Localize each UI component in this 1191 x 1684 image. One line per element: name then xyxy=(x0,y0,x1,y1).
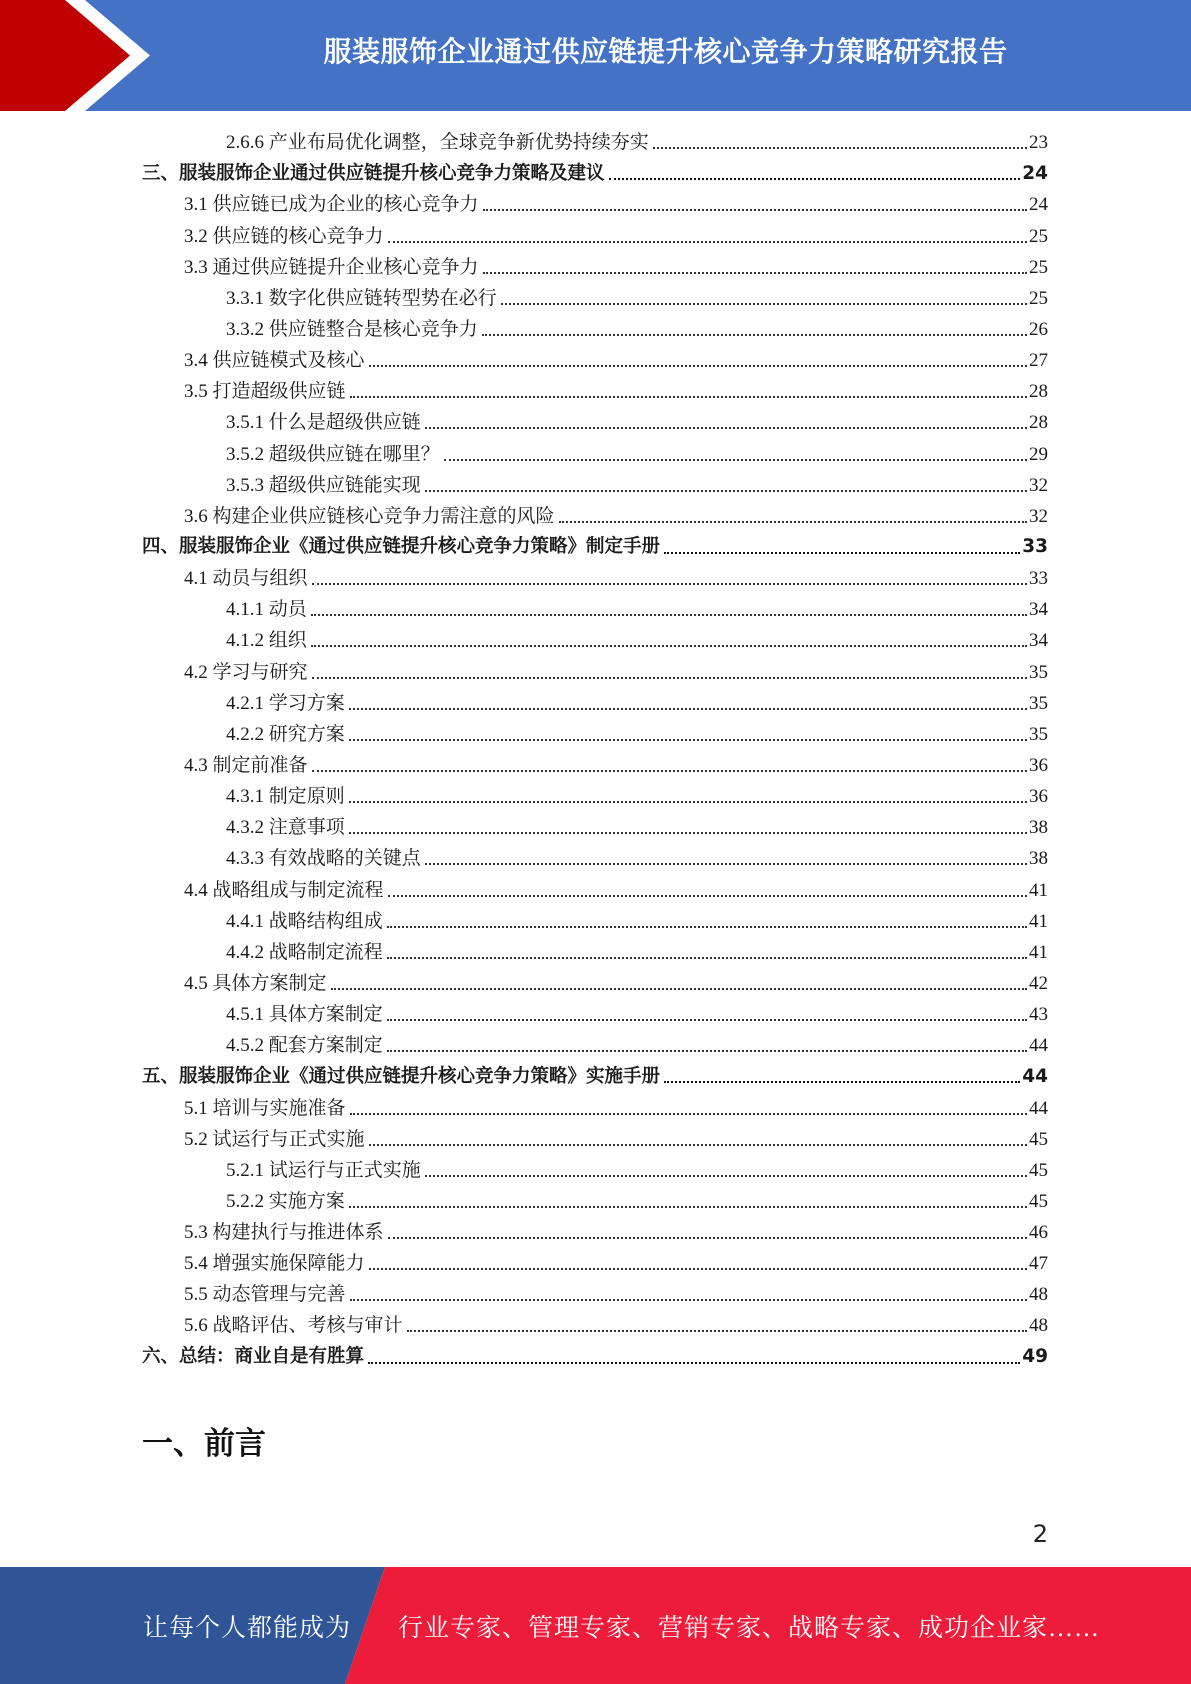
toc-entry-title: 4.4.1 战略结构组成 xyxy=(226,910,383,932)
toc-entry-level-3[interactable] xyxy=(0,688,1048,719)
page-number: 2 xyxy=(1032,1520,1048,1548)
toc-entry-title: 4.2 学习与研究 xyxy=(184,661,308,683)
toc-leader-dots xyxy=(664,552,1020,554)
toc-entry-page: 45 xyxy=(1029,1190,1048,1212)
footer-slogan-right: 行业专家、管理专家、营销专家、战略专家、成功企业家…… xyxy=(398,1614,1101,1642)
toc-entry-title: 4.3.1 制定原则 xyxy=(226,786,345,808)
toc-entry-page: 35 xyxy=(1029,692,1048,714)
toc-entry-page: 41 xyxy=(1029,910,1048,932)
toc-leader-dots xyxy=(664,1081,1020,1083)
toc-leader-dots xyxy=(369,1268,1027,1270)
toc-entry-title: 六、总结：商业自是有胜算 xyxy=(142,1346,365,1368)
toc-entry-level-3[interactable] xyxy=(0,127,1048,158)
toc-entry-title: 5.4 增强实施保障能力 xyxy=(184,1253,365,1275)
toc-entry-page: 28 xyxy=(1029,412,1048,434)
toc-entry-level-3[interactable] xyxy=(0,999,1048,1030)
toc-leader-dots xyxy=(331,988,1027,990)
toc-entry-level-2[interactable] xyxy=(0,1279,1048,1310)
toc-leader-dots xyxy=(387,1019,1027,1021)
toc-entry-level-3[interactable] xyxy=(0,314,1048,345)
toc-leader-dots xyxy=(482,334,1027,336)
toc-entry-level-2[interactable] xyxy=(0,501,1048,532)
toc-entry-title: 4.2.1 学习方案 xyxy=(226,692,345,714)
toc-entry-title: 3.3.2 供应链整合是核心竞争力 xyxy=(226,318,478,340)
toc-entry-title: 5.2 试运行与正式实施 xyxy=(184,1128,365,1150)
toc-entry-page: 33 xyxy=(1029,568,1048,590)
toc-entry-page: 27 xyxy=(1029,350,1048,372)
toc-entry-level-2[interactable] xyxy=(0,252,1048,283)
toc-entry-page: 38 xyxy=(1029,848,1048,870)
toc-entry-page: 44 xyxy=(1022,1065,1048,1087)
toc-entry-page: 48 xyxy=(1029,1315,1048,1337)
report-title: 服装服饰企业通过供应链提升核心竞争力策略研究报告 xyxy=(323,35,1008,68)
toc-entry-title: 五、服装服饰企业《通过供应链提升核心竞争力策略》实施手册 xyxy=(142,1065,661,1087)
toc-entry-level-3[interactable] xyxy=(0,812,1048,843)
toc-leader-dots xyxy=(349,708,1027,710)
toc-leader-dots xyxy=(425,427,1027,429)
toc-entry-title: 3.5.3 超级供应链能实现 xyxy=(226,474,421,496)
toc-entry-page: 32 xyxy=(1029,474,1048,496)
toc-entry-page: 36 xyxy=(1029,754,1048,776)
toc-entry-page: 45 xyxy=(1029,1128,1048,1150)
toc-entry-level-3[interactable] xyxy=(0,937,1048,968)
toc-entry-level-3[interactable] xyxy=(0,283,1048,314)
toc-leader-dots xyxy=(350,396,1027,398)
toc-entry-level-3[interactable] xyxy=(0,843,1048,874)
toc-leader-dots xyxy=(388,241,1027,243)
footer-slogan-left: 让每个人都能成为 xyxy=(143,1614,352,1642)
toc-leader-dots xyxy=(387,1050,1027,1052)
toc-entry-level-2[interactable] xyxy=(0,220,1048,251)
toc-entry-title: 3.5 打造超级供应链 xyxy=(184,381,346,403)
toc-entry-page: 48 xyxy=(1029,1284,1048,1306)
toc-entry-level-2[interactable] xyxy=(0,656,1048,687)
toc-entry-title: 4.5.2 配套方案制定 xyxy=(226,1035,383,1057)
toc-entry-level-2[interactable] xyxy=(0,1310,1048,1341)
toc-entry-page: 34 xyxy=(1029,630,1048,652)
toc-entry-level-3[interactable] xyxy=(0,719,1048,750)
toc-leader-dots xyxy=(559,521,1027,523)
toc-leader-dots xyxy=(349,801,1027,803)
toc-entry-level-3[interactable] xyxy=(0,906,1048,937)
toc-leader-dots xyxy=(311,614,1027,616)
toc-entry-page: 25 xyxy=(1029,256,1048,278)
toc-entry-level-2[interactable] xyxy=(0,968,1048,999)
toc-entry-title: 4.1.1 动员 xyxy=(226,599,307,621)
toc-entry-title: 4.4 战略组成与制定流程 xyxy=(184,879,384,901)
toc-entry-title: 3.5.1 什么是超级供应链 xyxy=(226,412,421,434)
toc-entry-level-2[interactable] xyxy=(0,1092,1048,1123)
toc-leader-dots xyxy=(501,303,1027,305)
toc-entry-title: 5.6 战略评估、考核与审计 xyxy=(184,1315,403,1337)
toc-entry-page: 24 xyxy=(1029,194,1048,216)
toc-leader-dots xyxy=(368,1362,1020,1364)
toc-entry-level-3[interactable] xyxy=(0,594,1048,625)
toc-entry-level-3[interactable] xyxy=(0,625,1048,656)
toc-entry-level-3[interactable] xyxy=(0,1155,1048,1186)
toc-entry-level-3[interactable] xyxy=(0,1030,1048,1061)
toc-entry-title: 5.1 培训与实施准备 xyxy=(184,1097,346,1119)
page-footer xyxy=(0,1567,1191,1684)
toc-leader-dots xyxy=(483,272,1027,274)
toc-entry-page: 41 xyxy=(1029,941,1048,963)
toc-leader-dots xyxy=(388,895,1027,897)
toc-entry-page: 34 xyxy=(1029,599,1048,621)
toc-entry-page: 49 xyxy=(1022,1346,1048,1368)
toc-leader-dots xyxy=(387,957,1027,959)
toc-entry-page: 46 xyxy=(1029,1222,1048,1244)
toc-entry-level-3[interactable] xyxy=(0,438,1048,469)
toc-entry-title: 3.1 供应链已成为企业的核心竞争力 xyxy=(184,194,479,216)
toc-leader-dots xyxy=(312,583,1027,585)
toc-leader-dots xyxy=(311,645,1027,647)
toc-leader-dots xyxy=(312,677,1027,679)
toc-leader-dots xyxy=(407,1330,1027,1332)
toc-entry-title: 2.6.6 产业布局优化调整，全球竞争新优势持续夯实 xyxy=(226,132,649,154)
toc-entry-title: 5.2.2 实施方案 xyxy=(226,1190,345,1212)
toc-entry-title: 5.5 动态管理与完善 xyxy=(184,1284,346,1306)
section-heading: 一、前言 xyxy=(142,1426,266,1462)
toc-entry-title: 4.1.2 组织 xyxy=(226,630,307,652)
toc-entry-title: 3.4 供应链模式及核心 xyxy=(184,350,365,372)
toc-leader-dots xyxy=(312,770,1027,772)
toc-entry-page: 45 xyxy=(1029,1159,1048,1181)
toc-entry-title: 3.3.1 数字化供应链转型势在必行 xyxy=(226,287,497,309)
header-arrow-decoration xyxy=(0,0,160,111)
toc-entry-level-2[interactable] xyxy=(0,563,1048,594)
toc-entry-title: 3.5.2 超级供应链在哪里？ xyxy=(226,443,440,465)
toc-entry-level-2[interactable] xyxy=(0,1248,1048,1279)
toc-entry-level-3[interactable] xyxy=(0,470,1048,501)
toc-entry-page: 35 xyxy=(1029,723,1048,745)
toc-entry-level-1[interactable] xyxy=(0,1341,1048,1372)
toc-leader-dots xyxy=(653,147,1027,149)
toc-leader-dots xyxy=(350,1113,1027,1115)
toc-leader-dots xyxy=(369,365,1027,367)
toc-leader-dots xyxy=(369,1144,1027,1146)
toc-entry-level-2[interactable] xyxy=(0,874,1048,905)
toc-entry-page: 33 xyxy=(1022,536,1048,558)
toc-entry-level-2[interactable] xyxy=(0,345,1048,376)
toc-entry-level-3[interactable] xyxy=(0,407,1048,438)
toc-entry-page: 43 xyxy=(1029,1004,1048,1026)
toc-entry-page: 42 xyxy=(1029,972,1048,994)
toc-entry-level-1[interactable] xyxy=(0,1061,1048,1092)
toc-entry-page: 25 xyxy=(1029,225,1048,247)
toc-entry-title: 4.3.2 注意事项 xyxy=(226,817,345,839)
toc-entry-title: 5.3 构建执行与推进体系 xyxy=(184,1222,384,1244)
toc-entry-title: 4.5 具体方案制定 xyxy=(184,972,327,994)
toc-entry-page: 35 xyxy=(1029,661,1048,683)
toc-leader-dots xyxy=(387,926,1027,928)
toc-entry-page: 26 xyxy=(1029,318,1048,340)
toc-entry-title: 3.3 通过供应链提升企业核心竞争力 xyxy=(184,256,479,278)
toc-leader-dots xyxy=(349,1206,1027,1208)
toc-entry-page: 28 xyxy=(1029,381,1048,403)
toc-entry-level-3[interactable] xyxy=(0,781,1048,812)
header-red-block xyxy=(0,0,150,111)
toc-entry-level-1[interactable] xyxy=(0,158,1048,189)
toc-entry-title: 4.5.1 具体方案制定 xyxy=(226,1004,383,1026)
toc-entry-page: 29 xyxy=(1029,443,1048,465)
toc-entry-level-2[interactable] xyxy=(0,189,1048,220)
toc-entry-level-2[interactable] xyxy=(0,1217,1048,1248)
toc-entry-title: 4.4.2 战略制定流程 xyxy=(226,941,383,963)
toc-leader-dots xyxy=(388,1237,1027,1239)
table-of-contents xyxy=(0,127,1191,1373)
toc-entry-page: 47 xyxy=(1029,1253,1048,1275)
toc-leader-dots xyxy=(609,178,1021,180)
toc-entry-page: 36 xyxy=(1029,786,1048,808)
toc-entry-title: 3.6 构建企业供应链核心竞争力需注意的风险 xyxy=(184,505,555,527)
toc-entry-title: 4.1 动员与组织 xyxy=(184,568,308,590)
toc-entry-level-1[interactable] xyxy=(0,532,1048,563)
toc-entry-page: 44 xyxy=(1029,1035,1048,1057)
toc-leader-dots xyxy=(425,490,1027,492)
toc-entry-level-3[interactable] xyxy=(0,1186,1048,1217)
toc-entry-level-2[interactable] xyxy=(0,1124,1048,1155)
toc-entry-title: 4.3 制定前准备 xyxy=(184,754,308,776)
toc-entry-title: 三、服装服饰企业通过供应链提升核心竞争力策略及建议 xyxy=(142,162,605,184)
toc-leader-dots xyxy=(483,209,1027,211)
toc-entry-title: 3.2 供应链的核心竞争力 xyxy=(184,225,384,247)
page-header xyxy=(0,0,1191,111)
toc-entry-title: 四、服装服饰企业《通过供应链提升核心竞争力策略》制定手册 xyxy=(142,536,661,558)
toc-leader-dots xyxy=(350,1299,1027,1301)
toc-entry-page: 23 xyxy=(1029,132,1048,154)
toc-entry-page: 25 xyxy=(1029,287,1048,309)
toc-entry-page: 44 xyxy=(1029,1097,1048,1119)
toc-entry-level-2[interactable] xyxy=(0,376,1048,407)
toc-entry-title: 5.2.1 试运行与正式实施 xyxy=(226,1159,421,1181)
toc-entry-page: 41 xyxy=(1029,879,1048,901)
toc-entry-title: 4.3.3 有效战略的关键点 xyxy=(226,848,421,870)
toc-leader-dots xyxy=(349,739,1027,741)
toc-entry-title: 4.2.2 研究方案 xyxy=(226,723,345,745)
toc-leader-dots xyxy=(425,1175,1027,1177)
toc-leader-dots xyxy=(349,832,1027,834)
toc-entry-level-2[interactable] xyxy=(0,750,1048,781)
toc-entry-page: 24 xyxy=(1022,162,1048,184)
toc-entry-page: 38 xyxy=(1029,817,1048,839)
toc-leader-dots xyxy=(444,459,1027,461)
toc-leader-dots xyxy=(425,863,1027,865)
toc-entry-page: 32 xyxy=(1029,505,1048,527)
